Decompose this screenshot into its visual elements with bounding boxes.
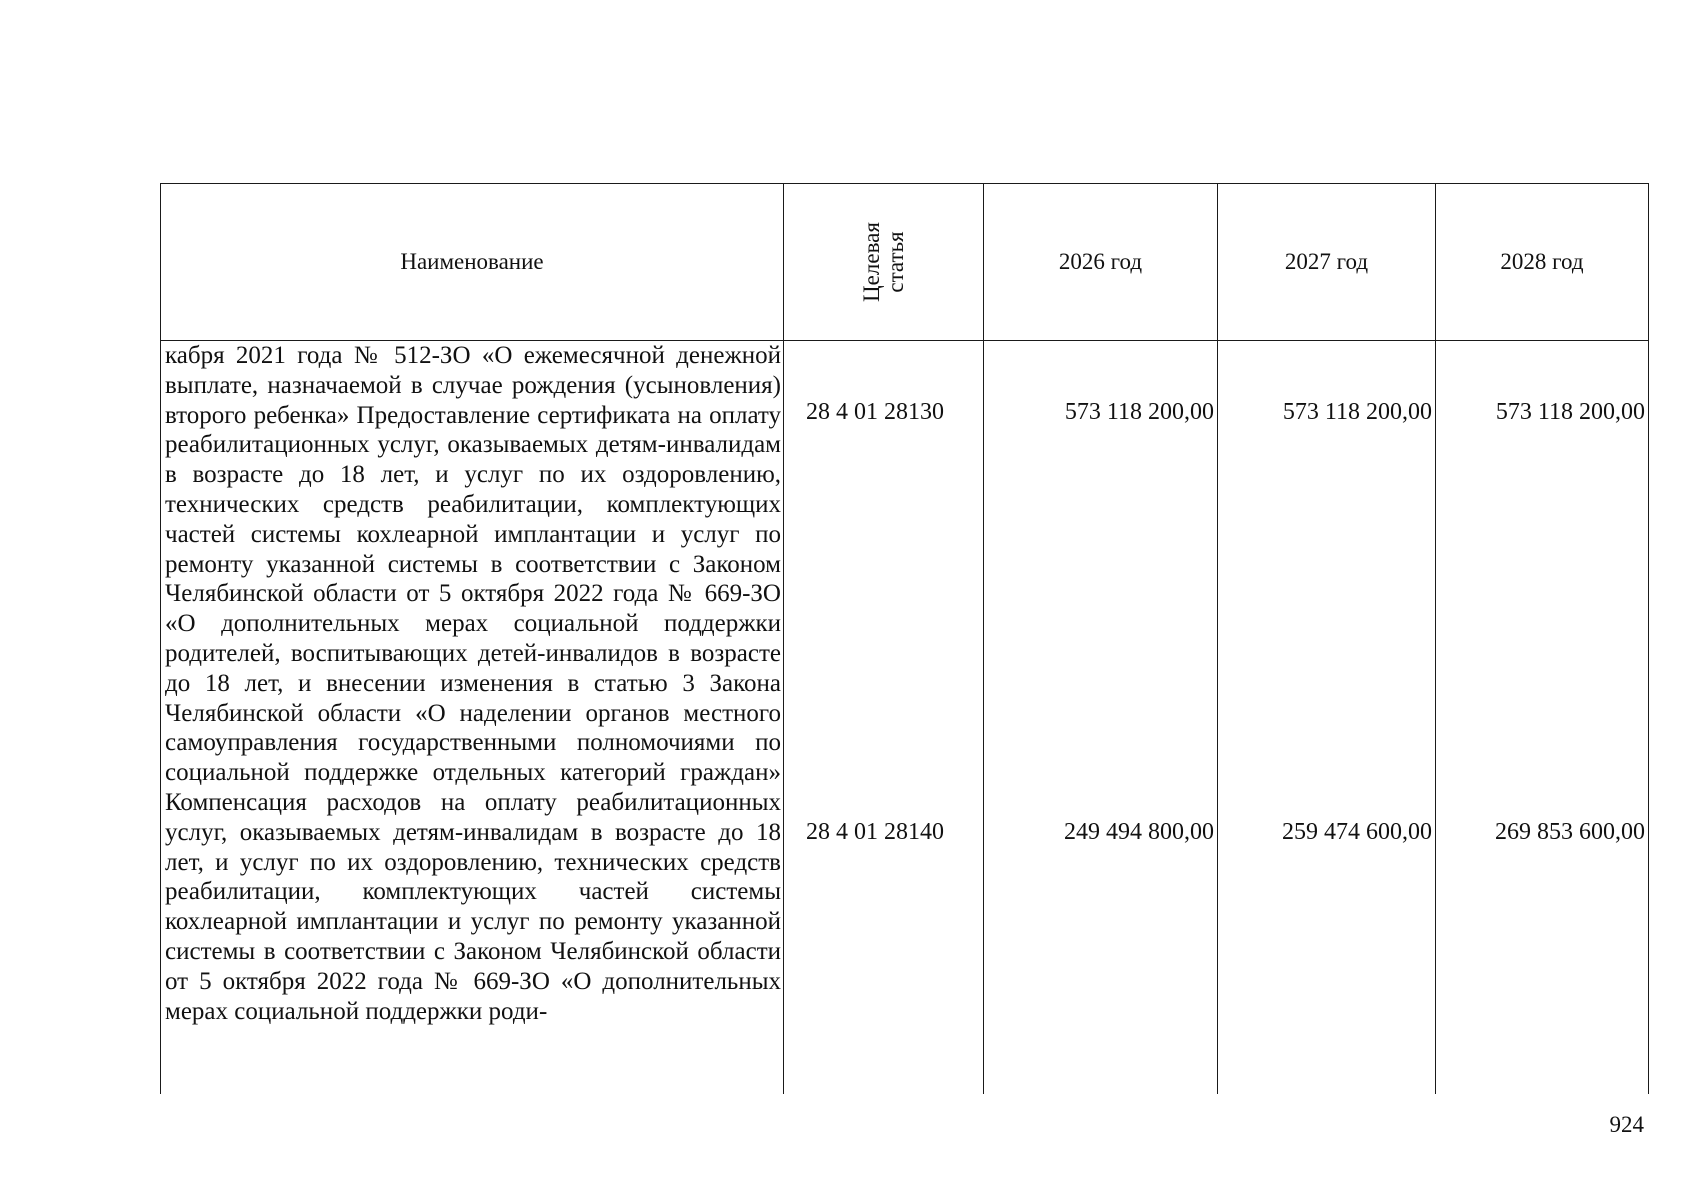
table-body-row <box>161 341 1649 1095</box>
header-2027: 2027 год <box>1218 184 1436 341</box>
row-2-2028: 269 853 600,00 <box>1495 819 1645 845</box>
header-target-article-label: Целевая статья <box>858 221 908 302</box>
row-1-2027: 573 118 200,00 <box>1282 399 1432 425</box>
table-header-row <box>161 184 1649 341</box>
page-number: 924 <box>1609 1112 1644 1137</box>
codes-cell <box>784 341 984 1095</box>
header-2026: 2026 год <box>984 184 1218 341</box>
budget-table <box>160 183 1649 1094</box>
values-2028-cell <box>1436 341 1649 1095</box>
values-2027-cell <box>1218 341 1436 1095</box>
header-2028: 2028 год <box>1436 184 1649 341</box>
header-target-article <box>784 184 984 341</box>
row-1-2028: 573 118 200,00 <box>1495 399 1645 425</box>
row-2-2026: 249 494 800,00 <box>1064 819 1214 845</box>
row-2-2027: 259 474 600,00 <box>1282 819 1432 845</box>
values-2026-cell <box>984 341 1218 1095</box>
row-2-code: 28 4 01 28140 <box>806 819 944 845</box>
names-cell <box>161 341 784 1095</box>
header-name: Наименование <box>161 184 784 341</box>
row-1-2026: 573 118 200,00 <box>1064 399 1214 425</box>
row-1-code: 28 4 01 28130 <box>806 399 944 425</box>
names-text: кабря 2021 года № 512-ЗО «О ежемесячной денежной выплате, назначаемой в случае рождения (усыновления) второго ребенка» Предоставление сертификата на оплату реабилитационных услуг, оказываемых детям-инвалидам в возрасте до 18 лет, и услуг по их оздоровлению, технических средств реабилитации, комплектующих частей системы кохлеарной имплантации и услуг по ремонту указанной системы в соответствии с Законом Челябинской области от 5 октября 2022 года № 669-ЗО «О дополнительных мерах социальной поддержки родителей, воспитывающих детей-инвалидов в возрасте до 18 лет, и внесении изменения в статью 3 Закона Челябинской области «О наделении органов местного самоуправления государственными полномочиями по социальной поддержке отдельных категорий граждан» Компенсация расходов на оплату реабилитационных услуг, оказываемых детям-инвалидам в возрасте до 18 лет, и услуг по их оздоровлению, технических средств реабилитации, комплектующих частей системы кохлеарной имплантации и услуг по ремонту указанной системы в соответствии с Законом Челябинской области от 5 октября 2022 года № 669-ЗО «О дополнительных мерах социальной поддержки роди- <box>165 342 781 1025</box>
